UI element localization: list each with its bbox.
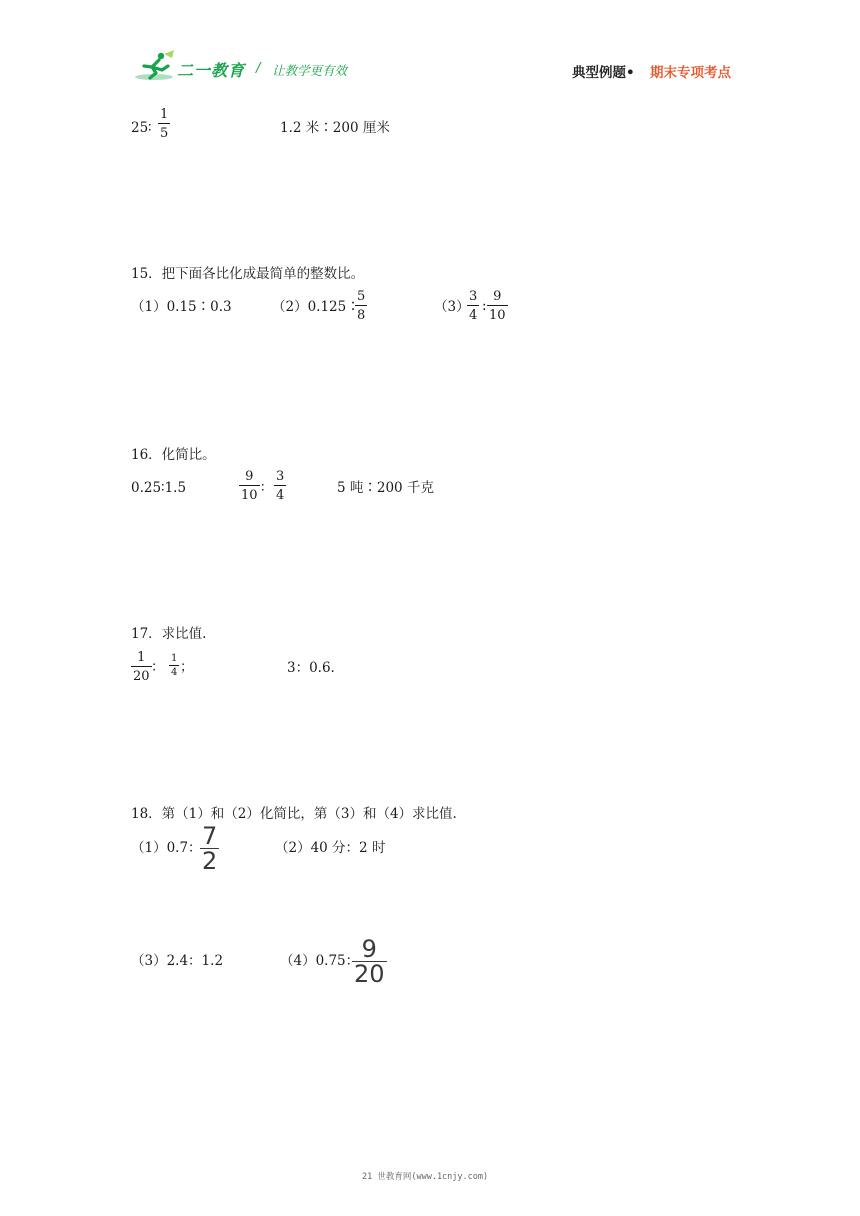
fraction: 1 20: [133, 650, 150, 684]
fraction: 5 8: [357, 289, 366, 323]
fraction: 9 10: [241, 469, 258, 503]
ratio-sep: ∶: [261, 480, 265, 496]
problem-3: （3）2.4：1.2: [131, 953, 224, 969]
problem-3: 5 吨∶200 千克: [337, 480, 434, 496]
carry-item2: 1.2 米∶200 厘米: [280, 120, 390, 136]
question-title: 17．求比值.: [131, 626, 207, 642]
problem-2: （2）40 分：2 时: [275, 840, 386, 856]
question-title: 16．化简比。: [131, 447, 216, 463]
header-tag-examples: 典型例题•: [572, 65, 635, 81]
runner-logo-icon: [134, 50, 176, 82]
carry-item1-whole: 25: [131, 120, 149, 136]
problem-2: 3：0.6.: [287, 660, 335, 676]
brand-name: 二一教育: [177, 61, 246, 80]
problem-3-prefix: （3）: [434, 299, 470, 315]
carry-item1-sep: ∶: [148, 120, 152, 136]
problem-1: （1）0.15∶0.3: [131, 299, 232, 315]
ratio-sep: :: [482, 298, 487, 314]
problem-1-prefix: （1）0.7：: [131, 840, 202, 856]
question-title: 18．第（1）和（2）化简比，第（3）和（4）求比值.: [131, 806, 457, 822]
header-tag-exam-points: 期末专项考点: [650, 65, 731, 81]
fraction-large: 9 20: [354, 935, 385, 988]
ratio-sep: ：: [151, 659, 165, 675]
problem-1: 0.25∶1.5: [131, 480, 187, 496]
question-title: 15．把下面各比化成最简单的整数比。: [131, 266, 365, 282]
page-footer: 21 世教育网(www.1cnjy.com): [362, 1172, 489, 1182]
fraction: 3 4: [276, 469, 285, 503]
fraction: 3 4: [469, 289, 478, 323]
fraction-small: 1 4: [171, 653, 178, 678]
problem-2-prefix: （2）0.125∶: [272, 299, 360, 315]
header-separator: /: [256, 61, 261, 76]
problem-4-prefix: （4）0.75：: [280, 953, 360, 969]
fraction: 1 5: [160, 107, 169, 141]
semicolon: ；: [180, 659, 194, 675]
fraction-large: 7 2: [202, 822, 218, 875]
brand-slogan: 让教学更有效: [272, 63, 348, 78]
fraction: 9 10: [489, 289, 506, 323]
